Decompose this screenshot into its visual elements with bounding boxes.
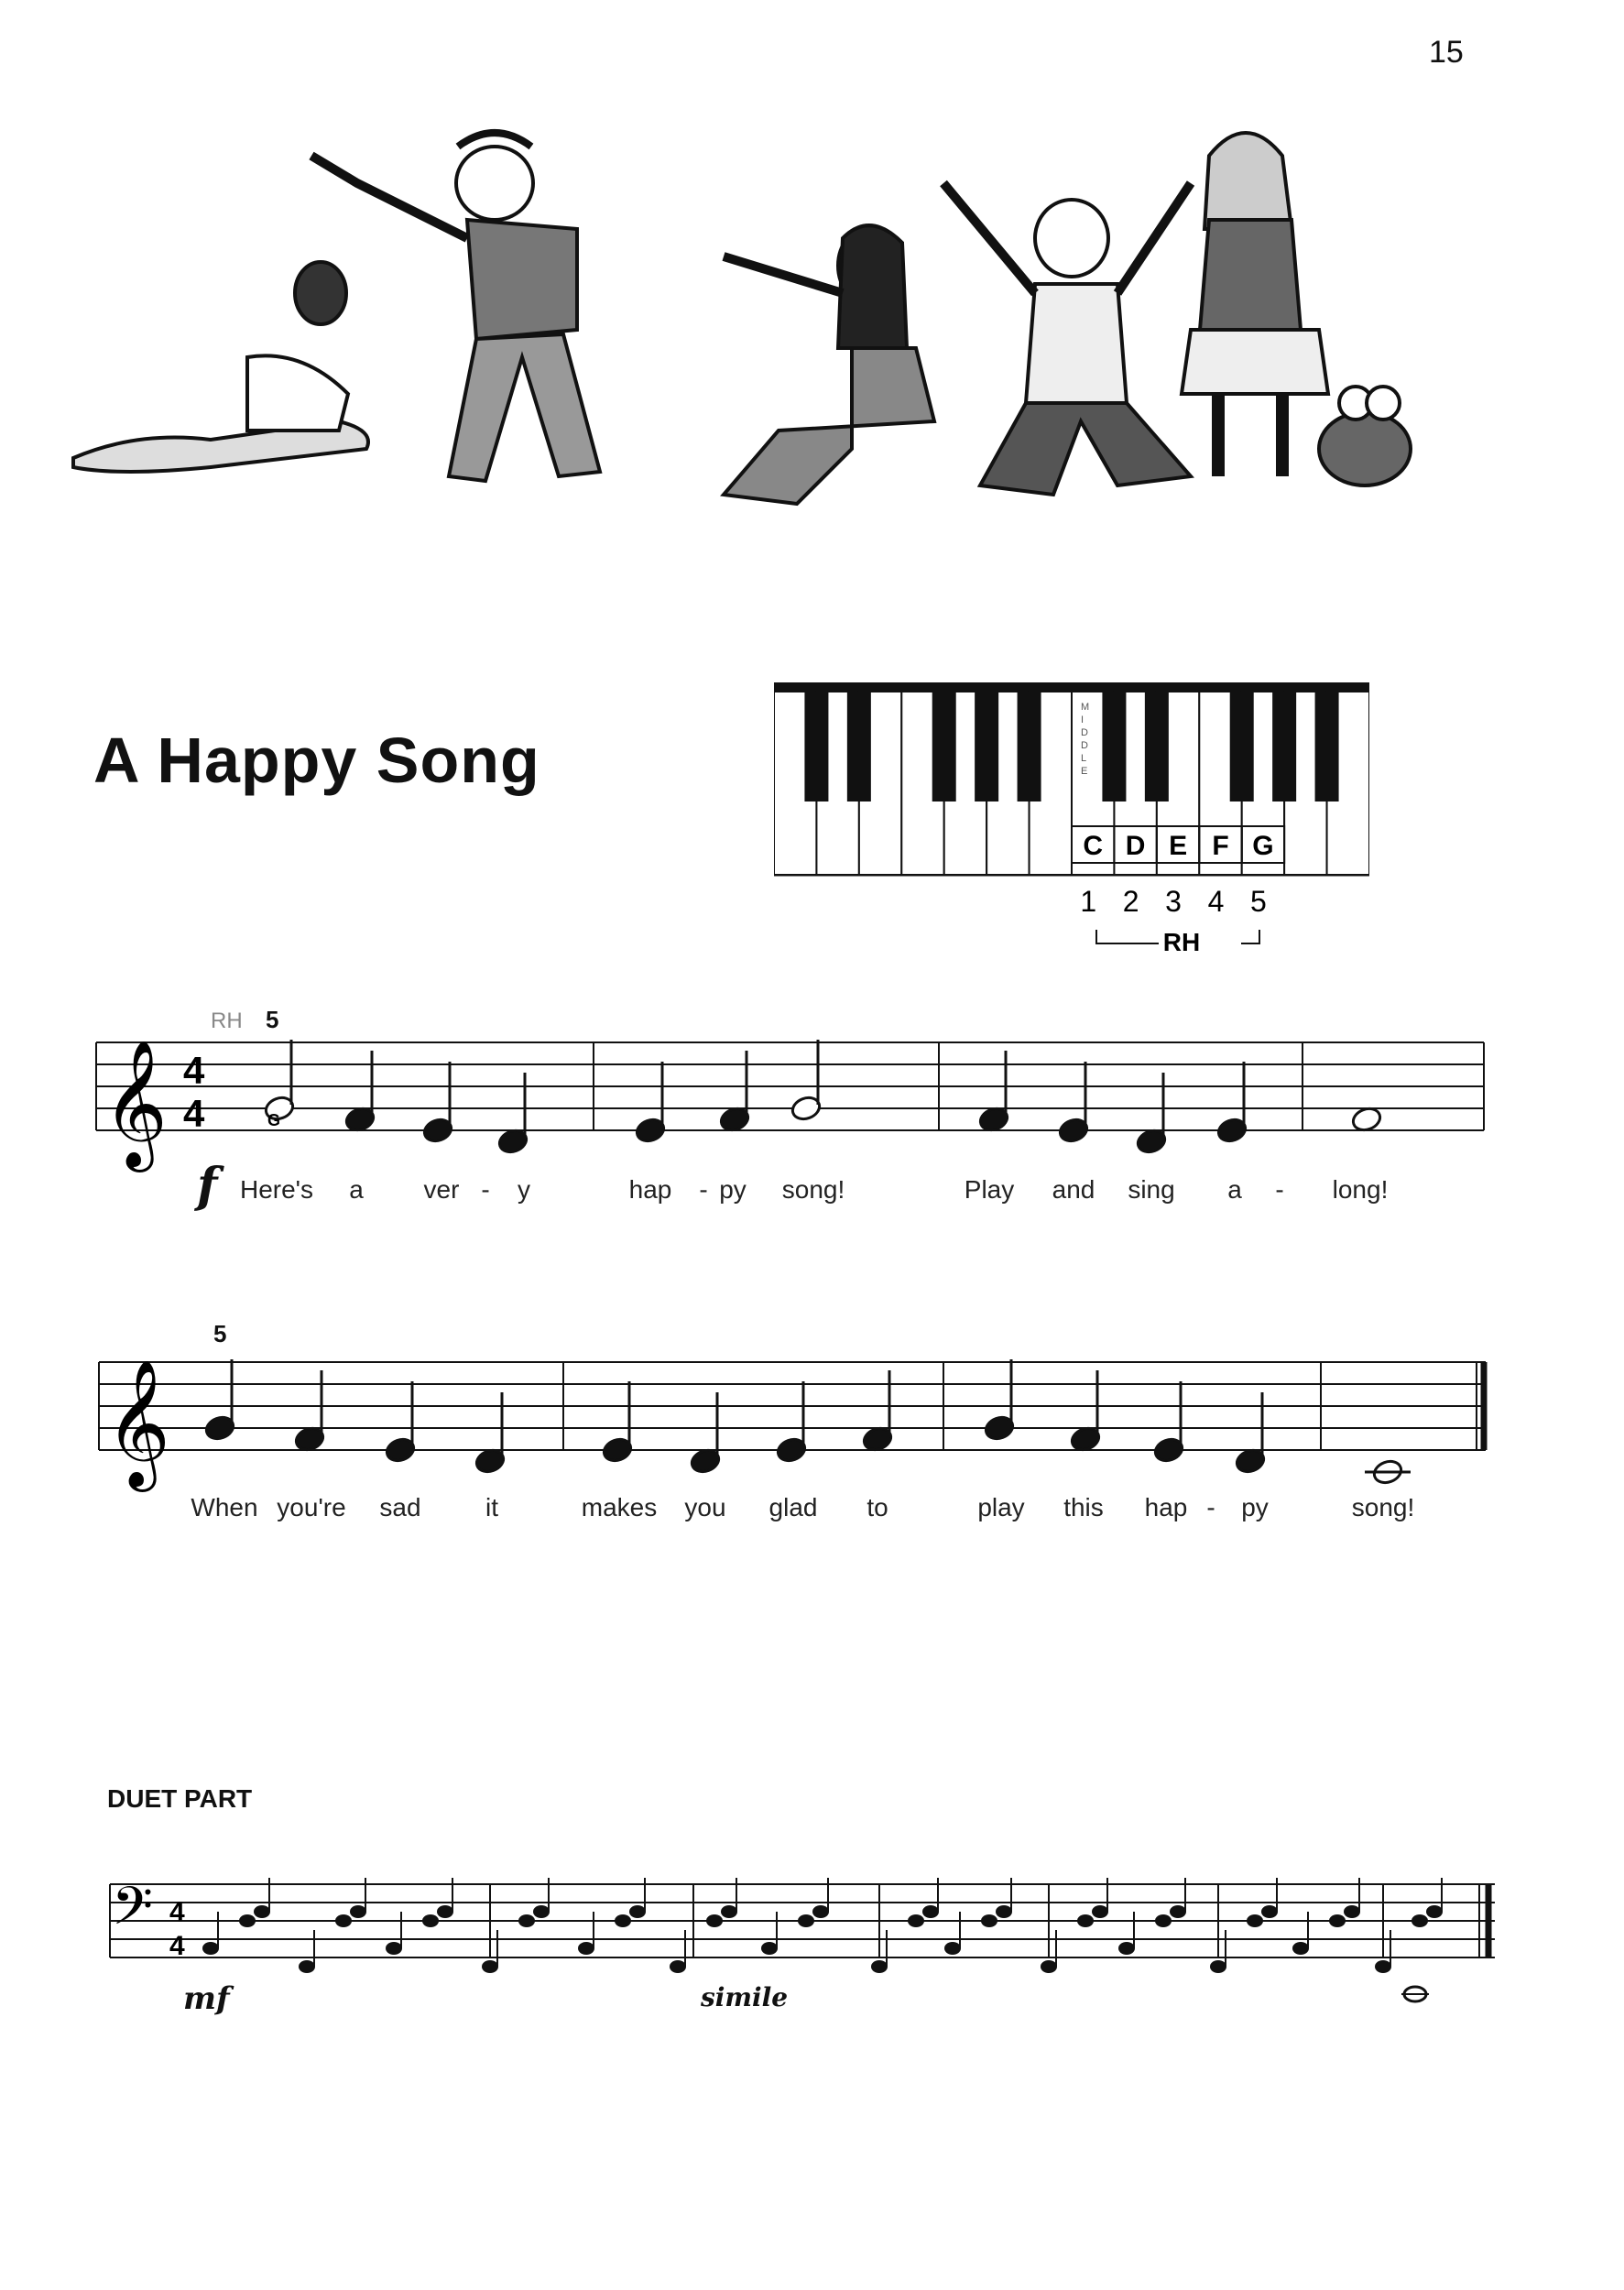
bass-note [871, 1960, 888, 1973]
finger-number: 3 [1165, 885, 1182, 918]
lyric-syllable: Play [964, 1175, 1015, 1204]
note-quarter [689, 1392, 722, 1475]
chord-note [254, 1905, 270, 1918]
chord-note [798, 1914, 814, 1927]
note-quarter [1234, 1392, 1267, 1475]
duet-time-bottom: 4 [169, 1931, 185, 1961]
song-title: A Happy Song [93, 725, 540, 796]
key-letter-d: D [1125, 831, 1146, 861]
note-quarter [1215, 1062, 1248, 1144]
note-quarter [634, 1062, 667, 1144]
time-sig-top-1: 4 [183, 1049, 205, 1092]
finger-number: 5 [1250, 885, 1267, 918]
lyrics-line-2 [191, 1493, 1414, 1521]
chord-note [1155, 1914, 1172, 1927]
lyric-syllable: this [1063, 1493, 1104, 1521]
chord-note [1092, 1905, 1108, 1918]
note-quarter [601, 1381, 634, 1464]
chord-note [335, 1914, 352, 1927]
finger-5-line1: 5 [266, 1006, 279, 1033]
bass-note [944, 1942, 961, 1955]
chord-note [812, 1905, 829, 1918]
lyric-syllable: py [719, 1175, 747, 1204]
lyric-syllable: sing [1128, 1175, 1175, 1204]
simile-marking: simile [701, 1982, 789, 2012]
lyric-syllable: y [518, 1175, 530, 1204]
chord-note [1329, 1914, 1346, 1927]
lyric-syllable: - [1206, 1493, 1215, 1521]
lyric-syllable: ver [423, 1175, 460, 1204]
rh-marker: RH [211, 1009, 243, 1033]
chord-note [1426, 1905, 1443, 1918]
chord-note [1247, 1914, 1263, 1927]
lyric-syllable: song! [1351, 1493, 1415, 1521]
lyric-syllable: song! [781, 1175, 845, 1204]
note-letter-g: G [267, 1111, 281, 1129]
dynamic-mezzo-forte: mf [183, 1980, 230, 2017]
chord-note [721, 1905, 737, 1918]
chord-note [981, 1914, 997, 1927]
middle-text: M I D D L E [1081, 702, 1090, 777]
chord-note [908, 1914, 924, 1927]
bass-note [1118, 1942, 1135, 1955]
duet-time-top: 4 [169, 1897, 185, 1927]
lyric-syllable: you're [277, 1493, 346, 1521]
note-quarter [1057, 1062, 1090, 1144]
lyric-syllable: glad [768, 1493, 818, 1521]
note-quarter [1069, 1370, 1102, 1453]
bass-note [1041, 1960, 1057, 1973]
lyrics-line-1 [240, 1175, 1388, 1204]
key-letter-g: G [1252, 831, 1274, 861]
lyric-syllable: sad [379, 1493, 421, 1521]
dynamic-forte: f [197, 1158, 218, 1214]
note-quarter [861, 1370, 894, 1453]
lyric-syllable: hap [628, 1175, 672, 1204]
notes-line-1 [263, 1040, 1383, 1155]
lyric-syllable: py [1241, 1493, 1269, 1521]
note-quarter [496, 1073, 529, 1155]
finger-number: 2 [1122, 885, 1139, 918]
note-quarter [775, 1381, 808, 1464]
chord-note [1261, 1905, 1278, 1918]
finger-number: 1 [1080, 885, 1097, 918]
lyric-syllable: a [1227, 1175, 1242, 1204]
note-quarter [983, 1359, 1016, 1442]
treble-clef-2: 𝄞 [105, 1359, 170, 1487]
note-quarter [203, 1359, 236, 1442]
note-quarter [1135, 1073, 1168, 1155]
time-sig-bottom-1: 4 [183, 1092, 205, 1135]
note-whole [1350, 1106, 1383, 1134]
bass-note [1210, 1960, 1226, 1973]
note-quarter [343, 1051, 376, 1133]
lyric-syllable: hap [1144, 1493, 1188, 1521]
note-quarter [718, 1051, 751, 1133]
lyric-syllable: - [481, 1175, 490, 1204]
note-quarter [1152, 1381, 1185, 1464]
duet-part-label: DUET PART [107, 1784, 253, 1813]
chord-note [1344, 1905, 1360, 1918]
bass-note [670, 1960, 686, 1973]
chord-note [518, 1914, 535, 1927]
note-half [263, 1040, 296, 1122]
note-quarter [293, 1370, 326, 1453]
note-quarter [977, 1051, 1010, 1133]
key-letter-e: E [1169, 831, 1188, 861]
chord-note [533, 1905, 550, 1918]
page-number: 15 [1429, 35, 1464, 70]
lyric-syllable: play [977, 1493, 1025, 1521]
lyric-syllable: Here's [239, 1175, 314, 1204]
bass-note [1375, 1960, 1391, 1973]
treble-clef-1: 𝄞 [103, 1040, 168, 1167]
bass-note [1292, 1942, 1309, 1955]
lyric-syllable: and [1052, 1175, 1095, 1204]
bass-note [202, 1942, 219, 1955]
lyric-syllable: you [684, 1493, 726, 1521]
bass-note [482, 1960, 498, 1973]
chord-note [629, 1905, 646, 1918]
bass-note [761, 1942, 778, 1955]
lyric-syllable: - [1275, 1175, 1284, 1204]
chord-note [706, 1914, 723, 1927]
chord-note [1077, 1914, 1094, 1927]
notes-line-2 [203, 1359, 1411, 1486]
staff-line-1 [96, 1042, 1484, 1130]
chord-note [350, 1905, 366, 1918]
chord-note [1411, 1914, 1428, 1927]
bass-clef: 𝄢 [112, 1875, 154, 1950]
finger-5-line2: 5 [213, 1320, 227, 1347]
lyric-syllable: long! [1332, 1175, 1389, 1204]
chord-note [996, 1905, 1012, 1918]
chord-note [1170, 1905, 1186, 1918]
chord-note [239, 1914, 256, 1927]
bass-note [299, 1960, 315, 1973]
key-letter-c: C [1083, 831, 1104, 861]
finger-number: 4 [1207, 885, 1225, 918]
lyric-syllable: a [349, 1175, 364, 1204]
note-quarter [421, 1062, 454, 1144]
note-quarter [474, 1392, 507, 1475]
key-letter-f: F [1212, 831, 1229, 861]
chord-note [615, 1914, 631, 1927]
lyric-syllable: it [485, 1493, 498, 1521]
note-quarter [384, 1381, 417, 1464]
note-half [790, 1040, 823, 1122]
chord-note [422, 1914, 439, 1927]
chord-note [437, 1905, 453, 1918]
chord-note [922, 1905, 939, 1918]
lyric-syllable: to [866, 1493, 888, 1521]
lyric-syllable: When [191, 1493, 258, 1521]
hand-label: RH [1162, 928, 1201, 956]
bass-note [578, 1942, 594, 1955]
lyric-syllable: - [699, 1175, 708, 1204]
lyric-syllable: makes [581, 1493, 658, 1521]
bass-note [386, 1942, 402, 1955]
